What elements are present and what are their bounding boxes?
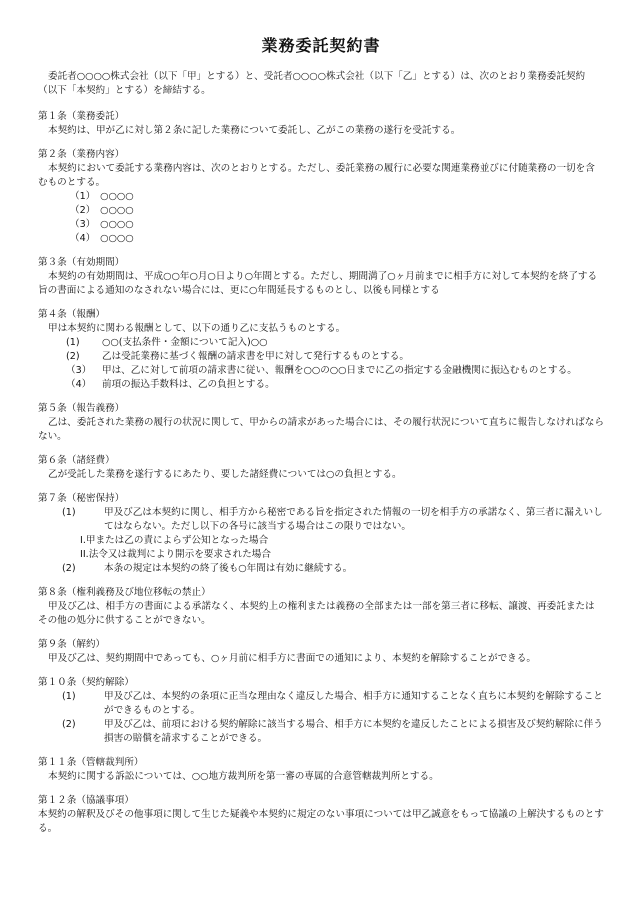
article-heading: 第２条（業務内容） <box>38 149 125 160</box>
list-item: （1） ○○○○ <box>70 191 134 202</box>
article-6 <box>38 454 604 482</box>
item-number: (2) <box>66 351 80 362</box>
article-4 <box>38 308 604 392</box>
exception-items <box>38 534 604 562</box>
contract-document <box>38 36 604 846</box>
item-text: 甲及び乙は、前項における契約解除に該当する場合、相手方に本契約を違反したことによる損害及び契約解除に伴う損害の賠償を請求することができる。 <box>104 719 603 744</box>
intro-paragraph: 委託者○○○○株式会社（以下「甲」とする）と、受託者○○○○株式会社（以下「乙」とする）は、次のとおり業務委託契約（以下「本契約」とする）を締結する。 <box>38 71 586 96</box>
article-heading: 第１２条（協議事項） <box>38 795 134 806</box>
article-11 <box>38 756 604 784</box>
list-item <box>38 378 604 392</box>
article-1 <box>38 110 604 138</box>
article-body: 乙は、委託された業務の履行の状況に関して、甲からの請求があった場合には、その履行状況について直ちに報告しなければならない。 <box>38 417 604 442</box>
article-body: 本契約に関する訴訟については、○○地方裁判所を第一審の専属的合意管轄裁判所とする。 <box>48 771 439 782</box>
article-body: 本契約の有効期間は、平成○○年○月○日より○年間とする。ただし、期間満了○ヶ月前までに相手方に対して本契約を終了する旨の書面による通知のなされない場合には、更に○年間延長するものとし、以後も同様とする <box>38 271 598 296</box>
termination-items <box>38 690 604 746</box>
article-9 <box>38 638 604 666</box>
article-body: 本契約の解釈及びその他事項に関して生じた疑義や本契約に規定のない事項については甲乙誠意をもって協議の上解決するものとする。 <box>38 809 604 834</box>
article-heading: 第９条（解約） <box>38 639 106 650</box>
list-item: （4） ○○○○ <box>70 233 134 244</box>
item-text: 甲及び乙は、本契約の条項に正当な理由なく違反した場合、相手方に通知することなく直ちに本契約を解除することができるものとする。 <box>104 691 603 716</box>
article-heading: 第１０条（契約解除） <box>38 677 134 688</box>
article-body: 本契約において委託する業務内容は、次のとおりとする。ただし、委託業務の履行に必要な関連業務並びに付随業務の一切を含むものとする。 <box>38 163 595 188</box>
article-body: 乙が受託した業務を遂行するにあたり、要した諸経費については○の負担とする。 <box>48 469 402 480</box>
article-body: 本契約は、甲が乙に対し第２条に記した業務について委託し、乙がこの業務の遂行を受託する。 <box>48 125 461 136</box>
article-body: 甲は本契約に関わる報酬として、以下の通り乙に支払うものとする。 <box>48 323 346 334</box>
confidentiality-items <box>38 506 604 534</box>
item-number: （4） <box>66 379 92 390</box>
list-item <box>38 350 604 364</box>
article-3 <box>38 256 604 298</box>
item-text: 甲及び乙は本契約に関し、相手方から秘密である旨を指定された情報の一切を相手方の承諾なく、第三者に漏えいしてはならない。ただし以下の各号に該当する場合はこの限りではない。 <box>104 507 603 532</box>
item-text: 乙は受託業務に基づく報酬の請求書を甲に対して発行するものとする。 <box>102 351 409 362</box>
confidentiality-items-2 <box>38 562 604 576</box>
article-heading: 第４条（報酬） <box>38 309 106 320</box>
list-item <box>38 506 604 534</box>
list-item <box>38 718 604 746</box>
list-item: I.甲または乙の責によらず公知となった場合 <box>80 535 269 546</box>
article-heading: 第５条（報告義務） <box>38 403 125 414</box>
list-item: II.法令又は裁判により開示を要求された場合 <box>80 549 271 560</box>
article-7 <box>38 492 604 576</box>
list-item <box>38 690 604 718</box>
article-5 <box>38 402 604 444</box>
list-item <box>38 364 604 378</box>
payment-items <box>38 336 604 392</box>
article-heading: 第３条（有効期間） <box>38 257 125 268</box>
item-text: 甲は、乙に対して前項の請求書に従い、報酬を○○の○○日までに乙の指定する金融機関に振込むものとする。 <box>102 365 577 376</box>
article-heading: 第８条（権利義務及び地位移転の禁止） <box>38 587 211 598</box>
article-10 <box>38 676 604 746</box>
article-12 <box>38 794 604 836</box>
document-title: 業務委託契約書 <box>261 36 381 55</box>
list-item <box>38 336 604 350</box>
item-number: (1) <box>62 691 76 702</box>
article-heading: 第６条（諸経費） <box>38 455 115 466</box>
item-text: 前項の振込手数料は、乙の負担とする。 <box>102 379 275 390</box>
business-list <box>38 190 604 246</box>
item-text: ○○(支払条件・金額について記入)○○ <box>102 337 268 348</box>
article-8 <box>38 586 604 628</box>
list-item: （2） ○○○○ <box>70 205 134 216</box>
article-2 <box>38 148 604 246</box>
item-number: (1) <box>62 507 76 518</box>
item-number: （3） <box>66 365 92 376</box>
item-number: (2) <box>62 719 76 730</box>
item-text: 本条の規定は本契約の終了後も○年間は有効に継続する。 <box>104 563 353 574</box>
article-body: 甲及び乙は、契約期間中であっても、○ヶ月前に相手方に書面での通知により、本契約を解除することができる。 <box>48 653 536 664</box>
article-heading: 第１条（業務委託） <box>38 111 125 122</box>
item-number: (2) <box>62 563 76 574</box>
article-body: 甲及び乙は、相手方の書面による承諾なく、本契約上の権利または義務の全部または一部を第三者に移転、譲渡、再委託またはその他の処分に供することができない。 <box>38 601 595 626</box>
article-heading: 第１１条（管轄裁判所） <box>38 757 144 768</box>
list-item <box>38 562 604 576</box>
list-item: （3） ○○○○ <box>70 219 134 230</box>
article-heading: 第７条（秘密保持） <box>38 493 125 504</box>
item-number: (1) <box>66 337 80 348</box>
